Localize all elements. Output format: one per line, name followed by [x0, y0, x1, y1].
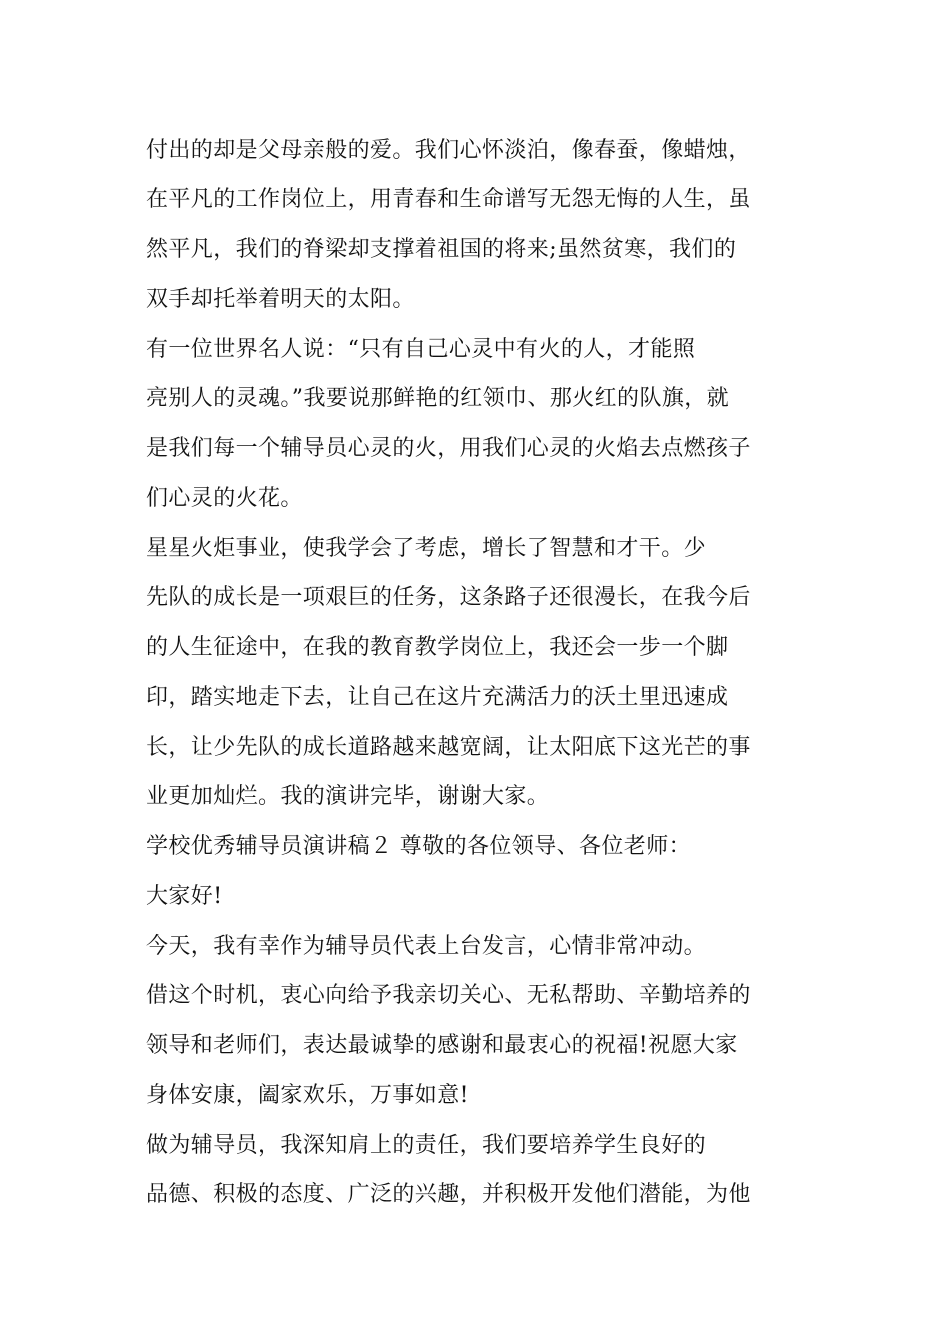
text-line: 大家好! — [146, 884, 223, 909]
text-line: 星星火炬事业，使我学会了考虑，增长了智慧和才干。少 — [146, 536, 707, 561]
text-line: 领导和老师们，表达最诚挚的感谢和最衷心的祝福!祝愿大家 — [146, 1033, 738, 1058]
text-line: 然平凡，我们的脊梁却支撑着祖国的将来;虽然贫寒，我们的 — [146, 237, 737, 262]
text-line: 先队的成长是一项艰巨的任务，这条路子还很漫长，在我今后 — [146, 585, 751, 610]
text-line: 亮别人的灵魂。”我要说那鲜艳的红领巾、那火红的队旗，就 — [146, 386, 730, 411]
text-line: 们心灵的火花。 — [146, 486, 303, 511]
text-line: 是我们每一个辅导员心灵的火，用我们心灵的火焰去点燃孩子 — [146, 436, 751, 461]
text-line: 做为辅导员，我深知肩上的责任，我们要培养学生良好的 — [146, 1133, 707, 1158]
text-line: 身体安康，阖家欢乐，万事如意! — [146, 1083, 469, 1108]
text-line: 今天，我有幸作为辅导员代表上台发言，心情非常冲动。 — [146, 934, 707, 959]
text-line: 的人生征途中，在我的教育教学岗位上，我还会一步一个脚 — [146, 635, 729, 660]
text-line: 学校优秀辅导员演讲稿２ 尊敬的各位领导、各位老师： — [146, 834, 691, 859]
text-line: 借这个时机，衷心向给予我亲切关心、无私帮助、辛勤培养的 — [146, 983, 751, 1008]
text-line: 双手却托举着明天的太阳。 — [146, 287, 415, 312]
text-line: 长，让少先队的成长道路越来越宽阔，让太阳底下这光芒的事 — [146, 735, 751, 760]
text-line: 在平凡的工作岗位上，用青春和生命谱写无怨无悔的人生，虽 — [146, 187, 751, 212]
text-line: 有一位世界名人说：“只有自己心灵中有火的人，才能照 — [146, 337, 696, 362]
text-line: 印，踏实地走下去，让自己在这片充满活力的沃土里迅速成 — [146, 685, 729, 710]
text-line: 品德、积极的态度、广泛的兴趣，并积极开发他们潜能，为他 — [146, 1182, 751, 1207]
text-line: 付出的却是父母亲般的爱。我们心怀淡泊，像春蚕，像蜡烛， — [146, 138, 751, 163]
text-line: 业更加灿烂。我的演讲完毕，谢谢大家。 — [146, 784, 550, 809]
